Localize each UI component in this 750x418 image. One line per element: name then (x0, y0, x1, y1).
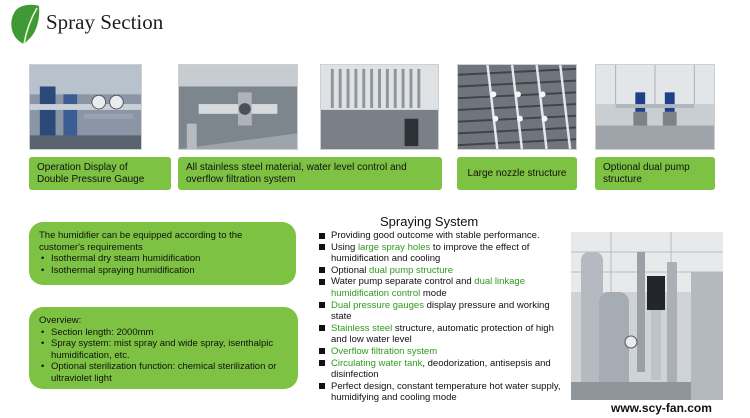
list-item: Optional dual pump structure (318, 265, 564, 277)
list-item: Overflow filtration system (318, 346, 564, 358)
list-item: • Spray system: mist spray and wide spray, isenthalpic humidification, etc. (39, 338, 288, 361)
website-url: www.scy-fan.com (611, 401, 712, 415)
photo-filtration-grating (320, 64, 439, 150)
caption-dual-pump: Optional dual pump structure (595, 157, 715, 190)
photo-stainless-tank (178, 64, 298, 150)
overview-heading: Overview: (39, 315, 82, 326)
overview-box (29, 307, 298, 389)
list-item: • Isothermal dry steam humidification (39, 253, 286, 265)
list-item: Providing good outcome with stable performance. (318, 230, 564, 242)
caption-stainless-steel: All stainless steel material, water level control and overflow filtration system (178, 157, 442, 190)
photo-large-nozzle (457, 64, 577, 150)
customization-box: The humidifier can be equipped according to the customer's requirements • Isothermal dry steam humidification • Isothermal spraying humidification (29, 222, 296, 285)
green-leaf-icon (6, 2, 42, 46)
list-item: Water pump separate control and dual linkage humidification control mode (318, 276, 564, 299)
page-title: Spray Section (46, 10, 164, 34)
list-item: • Optional sterilization function: chemical sterilization or ultraviolet light (39, 361, 288, 384)
spraying-system-list (318, 230, 564, 404)
list-item: Using large spray holes to improve the effect of humidification and cooling (318, 242, 564, 265)
photo-spray-machine (571, 232, 723, 400)
spraying-system-title: Spraying System (380, 214, 479, 229)
overview-list (39, 327, 288, 385)
caption-pressure-gauge: Operation Display of Double Pressure Gauge (29, 157, 171, 190)
list-item: Dual pressure gauges display pressure and working state (318, 300, 564, 323)
customization-list (39, 253, 286, 276)
caption-large-nozzle: Large nozzle structure (457, 157, 577, 190)
list-item: Stainless steel structure, automatic protection of high and low water level (318, 323, 564, 346)
list-item: • Isothermal spraying humidification (39, 265, 286, 277)
photo-dual-pump (595, 64, 715, 150)
list-item: Circulating water tank, deodorization, antisepsis and disinfection (318, 358, 564, 381)
list-item: • Section length: 2000mm (39, 327, 288, 339)
header (0, 0, 750, 48)
list-item: Perfect design, constant temperature hot water supply, humidifying and cooling mode (318, 381, 564, 404)
photo-pressure-gauge (29, 64, 142, 150)
